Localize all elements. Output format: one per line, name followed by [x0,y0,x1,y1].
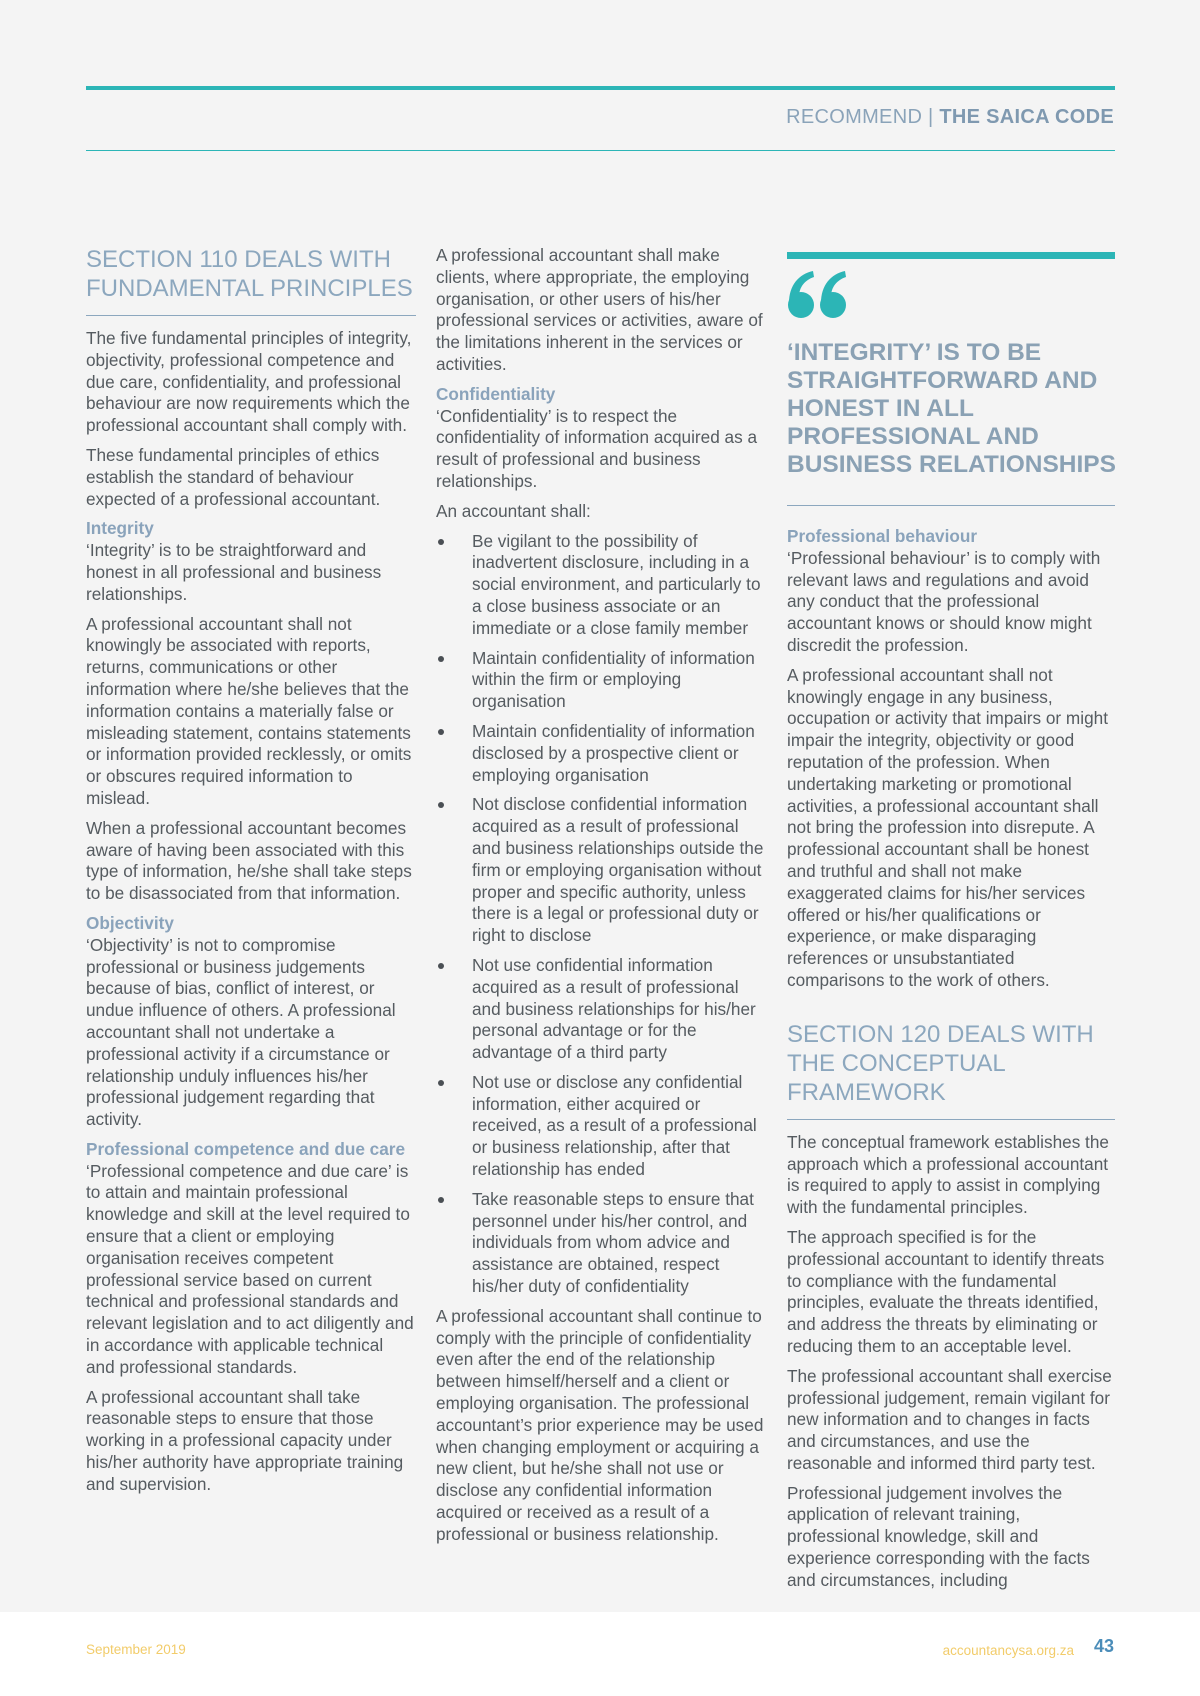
framework-paragraph-1: The conceptual framework establishes the approach which a professional accountant is required to apply to assist in complying with the fundamental principles. [787,1131,1109,1218]
list-item: Maintain confidentiality of information within the firm or employing organisation [436,648,770,713]
page-number: 43 [1093,1636,1114,1656]
top-rule [86,86,1115,90]
pull-quote-rule [787,505,1115,506]
article-title: THE SAICA CODE [939,106,1114,128]
behaviour-heading: Professional behaviour [787,526,978,546]
objectivity-heading: Objectivity [86,912,174,933]
limitations-paragraph: A professional accountant shall make clients, where appropriate, the employing organisation, or other users of his/her professional services or activities, aware of the limitations inherent in the services or activities. [436,245,763,374]
section-120-title: SECTION 120 DEALS WITH THE CONCEPTUAL FRAMEWORK [787,1020,1115,1120]
page-footer [0,1612,1200,1696]
behaviour-definition: ‘Professional behaviour’ is to comply with relevant laws and regulations and avoid any conduct that the professional accountant knows or should know might discredit the profession. [787,547,1101,655]
running-head [786,106,1114,129]
column-3 [787,252,1115,1600]
integrity-heading: Integrity [86,518,154,539]
website-link[interactable]: accountancysa.org.za [942,1643,1074,1658]
confidentiality-heading: Confidentiality [436,383,556,404]
integrity-paragraph-3: When a professional accountant becomes aware of having been associated with this type of information, he/she shall take steps to be disassociated from that information. [86,817,412,904]
list-intro: An accountant shall: [436,500,591,521]
section-110-title: SECTION 110 DEALS WITH FUNDAMENTAL PRINCIPLES [86,245,416,316]
competence-paragraph-2: A professional accountant shall take reasonable steps to ensure that those working in a professional capacity under his/her authority have appropriate training and supervision. [86,1386,404,1494]
list-item: Be vigilant to the possibility of inadvertent disclosure, including in a social environment, and particularly to a close business associate or an immediate or a close family member [436,531,770,640]
list-item: Maintain confidentiality of information disclosed by a prospective client or employing organisation [436,721,770,786]
magazine-section: RECOMMEND [786,106,923,128]
list-item: Not use confidential information acquired as a result of professional and business relationships for his/her personal advantage or for the advantage of a third party [436,955,770,1064]
pull-quote-bar [787,252,1115,259]
column-2 [436,245,770,1554]
behaviour-paragraph-2: A professional accountant shall not knowingly engage in any business, occupation or activity that impairs or might impair the integrity, objectivity or good reputation of the profession. When undertaking marketing or promotional activities, a professional accountant shall not bring the profession into disrepute. A professional accountant shall be honest and truthful and shall not make exaggerated claims for his/her services offered or his/her qualifications or experience, or make disparaging references or unsubstantiated comparisons to the work of others. [787,664,1108,990]
confidentiality-bullet-list [436,531,770,1298]
list-item: Not disclose confidential information acquired as a result of professional and business relationships outside the firm or employing organisation without proper and specific authority, unless there is a legal or professional duty or right to disclose [436,794,770,947]
pull-quote: ‘INTEGRITY’ IS TO BE STRAIGHTFORWARD AND HONEST IN ALL PROFESSIONAL AND BUSINESS RELATIONSHIPS [787,339,1116,478]
column-1 [86,245,416,1504]
framework-paragraph-3: The professional accountant shall exercise professional judgement, remain vigilant for new information and to changes in facts and circumstances, and use the reasonable and informed third party test. [787,1365,1112,1473]
issue-date: September 2019 [86,1642,186,1657]
intro-paragraph-2: These fundamental principles of ethics establish the standard of behaviour expected of a professional accountant. [86,444,381,509]
header-separator: | [922,106,940,128]
framework-paragraph-2: The approach specified is for the professional accountant to identify threats to compliance with the fundamental principles, evaluate the threats identified, and address the threats by eliminating or reducing them to an acceptable level. [787,1226,1105,1356]
confidentiality-closing: A professional accountant shall continue to comply with the principle of confidentiality even after the end of the relationship between himself/herself and a client or employing organisation. The professional accountant’s prior experience may be used when changing employment or acquiring a new client, but he/she shall not use or disclose any confidential information acquired or received as a result of a professional or business relationship. [436,1305,764,1544]
integrity-paragraph-2: A professional accountant shall not knowingly be associated with reports, returns, communications or other information where he/she believes that the information contains a materially false or misleading statement, contains statements or information provided recklessly, or omits or obscures required information to mislead. [86,613,412,808]
competence-definition: ‘Professional competence and due care’ is to attain and maintain professional knowledge and skill at the level required to ensure that a client or employing organisation receives competent professional service based on current technical and professional standards and relevant legislation and to act diligently and in accordance with applicable technical and professional standards. [86,1160,414,1377]
quote-mark-icon [787,269,1115,325]
integrity-definition: ‘Integrity’ is to be straightforward and honest in all professional and business relationships. [86,540,382,604]
intro-paragraph-1: The five fundamental principles of integrity, objectivity, professional competence and due care, confidentiality, and professional behaviour are now requirements which the professional accountant shall comply with. [86,328,412,436]
objectivity-definition: ‘Objectivity’ is not to compromise professional or business judgements because of bias, conflict of interest, or undue influence of others. A professional accountant shall not undertake a professional activity if a circumstance or relationship unduly influences his/her professional judgement regarding that activity. [86,934,396,1130]
framework-paragraph-4: Professional judgement involves the application of relevant training, professional knowledge, skill and experience corresponding with the facts and circumstances, including [787,1482,1090,1590]
confidentiality-definition: ‘Confidentiality’ is to respect the confidentiality of information acquired as a result of professional and business relationships. [436,405,758,491]
list-item: Not use or disclose any confidential information, either acquired or received, as a result of a professional or business relationship, after that relationship has ended [436,1072,770,1181]
header-rule [86,150,1115,151]
competence-heading: Professional competence and due care [86,1138,406,1159]
list-item: Take reasonable steps to ensure that personnel under his/her control, and individuals from whom advice and assistance are obtained, respect his/her duty of confidentiality [436,1189,770,1298]
